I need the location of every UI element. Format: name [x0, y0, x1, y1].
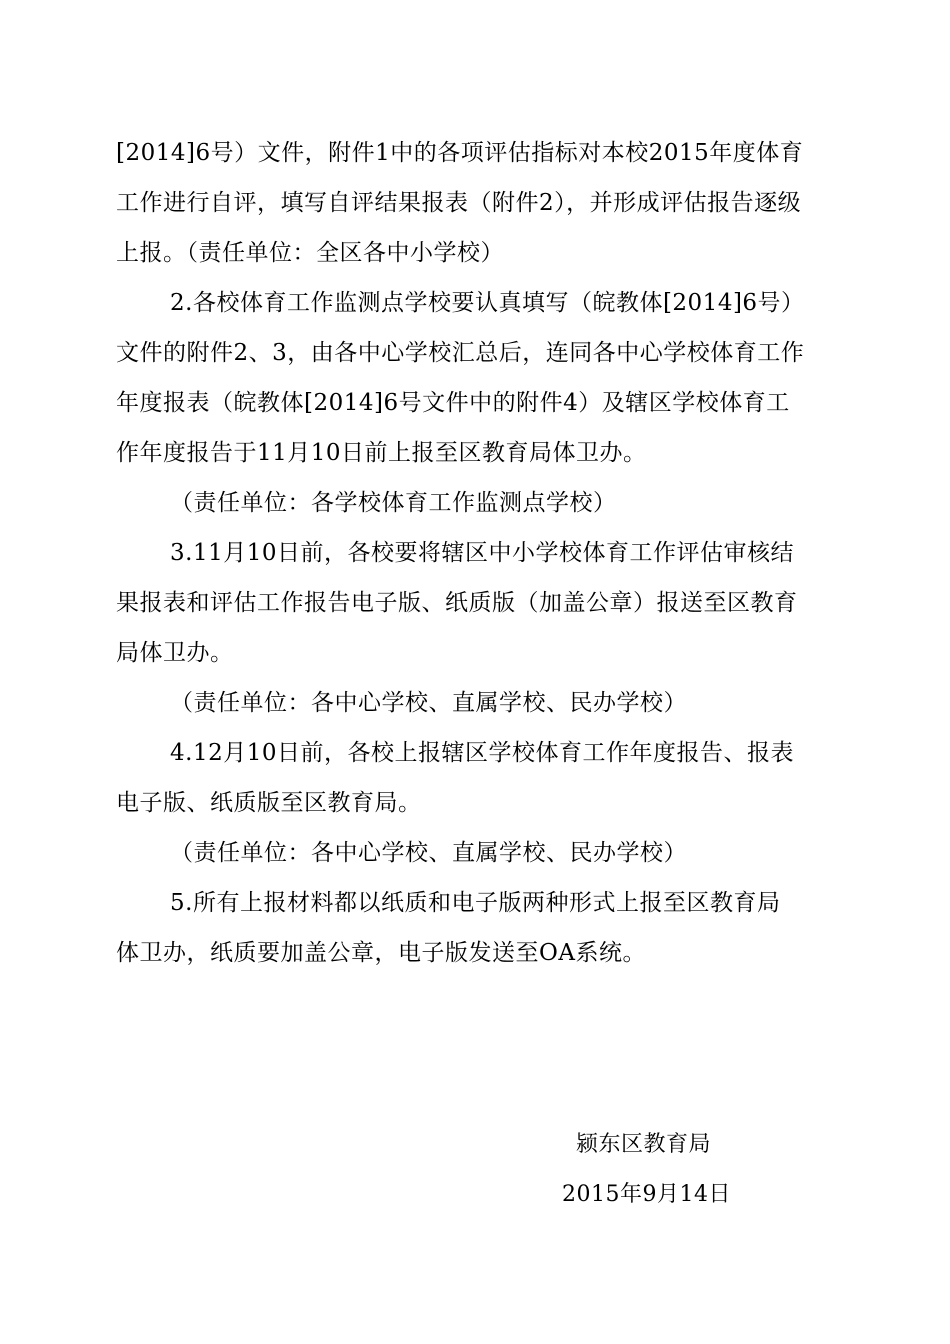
text-line: 体卫办，纸质要加盖公章，电子版发送至OA系统。: [116, 940, 646, 966]
text-line: [2014]6号）文件，附件1中的各项评估指标对本校2015年度体育: [116, 140, 804, 166]
text-line: 电子版、纸质版至区教育局。: [116, 790, 422, 816]
signature-date: 2015年9月14日: [562, 1182, 731, 1207]
item-2-line: 2.各校体育工作监测点学校要认真填写（皖教体[2014]6号）: [170, 290, 805, 316]
text-line: 年度报表（皖教体[2014]6号文件中的附件4）及辖区学校体育工: [116, 390, 790, 416]
text-line: 作年度报告于11月10日前上报至区教育局体卫办。: [116, 440, 647, 466]
item-4-line: 4.12月10日前，各校上报辖区学校体育工作年度报告、报表: [170, 740, 794, 766]
responsible-unit-line: （责任单位：各学校体育工作监测点学校）: [170, 490, 617, 516]
signature-organization: 颍东区教育局: [576, 1132, 712, 1157]
text-line: 文件的附件2、3，由各中心学校汇总后，连同各中心学校体育工作: [116, 340, 805, 366]
item-3-line: 3.11月10日前，各校要将辖区中小学校体育工作评估审核结: [170, 540, 794, 566]
text-line: 局体卫办。: [116, 640, 234, 666]
text-line: 果报表和评估工作报告电子版、纸质版（加盖公章）报送至区教育: [116, 590, 798, 616]
item-5-line: 5.所有上报材料都以纸质和电子版两种形式上报至区教育局: [170, 890, 781, 916]
text-line: 工作进行自评，填写自评结果报表（附件2），并形成评估报告逐级: [116, 190, 802, 216]
text-line: 上报。（责任单位：全区各中小学校）: [116, 240, 504, 266]
responsible-unit-line: （责任单位：各中心学校、直属学校、民办学校）: [170, 840, 687, 866]
document-body: [116, 128, 836, 978]
responsible-unit-line: （责任单位：各中心学校、直属学校、民办学校）: [170, 690, 687, 716]
